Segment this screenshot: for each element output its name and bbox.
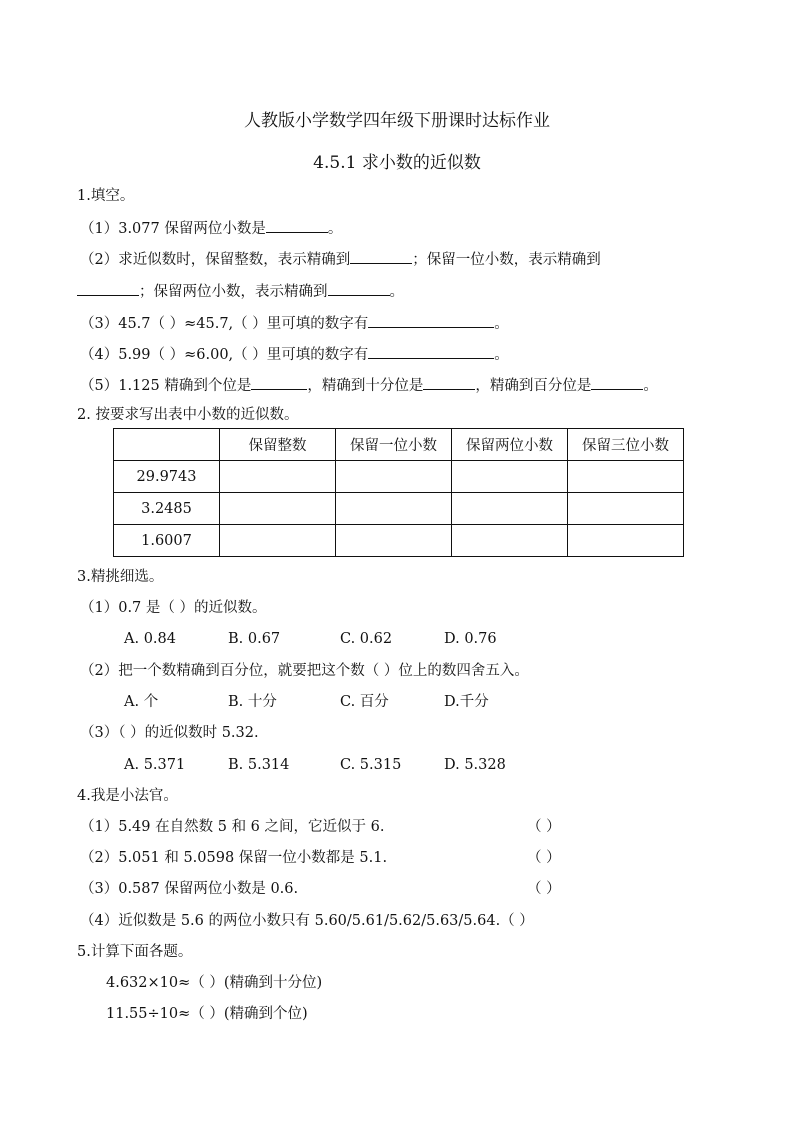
- table-row-label: 3.2485: [114, 493, 220, 525]
- answer-blank: [266, 217, 328, 233]
- table-row: [114, 525, 684, 557]
- question-5-2: 11.55÷10≈（ ）(精确到个位): [106, 1006, 308, 1022]
- question-1-4: （4）5.99（ ）≈6.00,（ ）里可填的数字有 。: [80, 343, 509, 365]
- answer-cell[interactable]: [568, 493, 684, 525]
- option-c: C. 0.62: [340, 631, 393, 647]
- option-d: D. 5.328: [444, 757, 506, 773]
- answer-blank: [368, 343, 494, 359]
- table-row: [114, 493, 684, 525]
- question-3-3-options: [124, 755, 506, 775]
- answer-cell[interactable]: [568, 525, 684, 557]
- question-1-1: （1）3.077 保留两位小数是 。: [80, 217, 342, 239]
- approximation-table: [113, 428, 684, 557]
- option-d: D.千分: [444, 694, 489, 710]
- answer-cell[interactable]: [568, 461, 684, 493]
- question-3-3: （3）（ ）的近似数时 5.32.: [80, 725, 259, 741]
- answer-blank: [251, 374, 307, 390]
- answer-parentheses[interactable]: （ ）: [527, 819, 561, 835]
- answer-cell[interactable]: [452, 525, 568, 557]
- table-row: [114, 461, 684, 493]
- question-1-3: （3）45.7（ ）≈45.7,（ ）里可填的数字有 。: [80, 312, 509, 334]
- answer-cell[interactable]: [336, 493, 452, 525]
- question-4-1: （1）5.49 在自然数 5 和 6 之间，它近似于 6.: [80, 819, 385, 835]
- answer-blank: [77, 280, 139, 296]
- question-4-3: （3）0.587 保留两位小数是 0.6.: [80, 881, 299, 897]
- answer-blank: [328, 280, 390, 296]
- question-1-2: （2）求近似数时，保留整数，表示精确到 ；保留一位小数，表示精确到: [80, 248, 601, 270]
- answer-blank: [368, 312, 494, 328]
- option-a: A. 0.84: [124, 631, 176, 647]
- question-3-2: （2）把一个数精确到百分位，就要把这个数（ ）位上的数四舍五入。: [80, 663, 529, 679]
- table-header-row: [114, 429, 684, 461]
- option-b: B. 十分: [228, 694, 277, 710]
- question-1-5: （5）1.125 精确到个位是 ，精确到十分位是 ，精确到百分位是 。: [80, 374, 658, 396]
- answer-parentheses[interactable]: （ ）: [527, 850, 561, 866]
- section-4-heading: 4.我是小法官。: [77, 788, 178, 804]
- answer-parentheses[interactable]: （ ）: [527, 881, 561, 897]
- table-row-label: 29.9743: [114, 461, 220, 493]
- option-b: B. 0.67: [228, 631, 281, 647]
- page-subtitle: 4.5.1 求小数的近似数: [313, 153, 481, 173]
- section-3-heading: 3.精挑细选。: [77, 569, 164, 585]
- table-row-label: 1.6007: [114, 525, 220, 557]
- page-title: 人教版小学数学四年级下册课时达标作业: [244, 111, 550, 131]
- answer-cell[interactable]: [220, 461, 336, 493]
- option-a: A. 5.371: [124, 757, 186, 773]
- table-header-cell: 保留三位小数: [568, 429, 684, 461]
- option-c: C. 百分: [340, 694, 389, 710]
- question-4-4: （4）近似数是 5.6 的两位小数只有 5.60/5.61/5.62/5.63/5.64.（ ）: [80, 913, 534, 929]
- answer-cell[interactable]: [452, 461, 568, 493]
- section-5-heading: 5.计算下面各题。: [77, 944, 193, 960]
- answer-blank: [350, 248, 412, 264]
- answer-blank: [591, 374, 643, 390]
- answer-blank: [423, 374, 475, 390]
- table-header-cell: 保留整数: [220, 429, 336, 461]
- question-3-1-options: [124, 629, 497, 649]
- option-c: C. 5.315: [340, 757, 402, 773]
- answer-cell[interactable]: [220, 493, 336, 525]
- section-2-heading: 2. 按要求写出表中小数的近似数。: [77, 407, 299, 423]
- option-a: A. 个: [124, 694, 159, 710]
- table-header-cell: 保留两位小数: [452, 429, 568, 461]
- section-1-heading: 1.填空。: [77, 188, 135, 204]
- option-b: B. 5.314: [228, 757, 290, 773]
- question-3-2-options: [124, 692, 489, 712]
- answer-cell[interactable]: [336, 525, 452, 557]
- option-d: D. 0.76: [444, 631, 497, 647]
- question-1-2-cont: ；保留两位小数，表示精确到 。: [77, 280, 404, 302]
- answer-cell[interactable]: [220, 525, 336, 557]
- question-3-1: （1）0.7 是（ ）的近似数。: [80, 600, 267, 616]
- answer-cell[interactable]: [452, 493, 568, 525]
- table-header-cell: [114, 429, 220, 461]
- answer-cell[interactable]: [336, 461, 452, 493]
- question-5-1: 4.632×10≈（ ）(精确到十分位): [106, 975, 323, 991]
- table-header-cell: 保留一位小数: [336, 429, 452, 461]
- question-4-2: （2）5.051 和 5.0598 保留一位小数都是 5.1.: [80, 850, 388, 866]
